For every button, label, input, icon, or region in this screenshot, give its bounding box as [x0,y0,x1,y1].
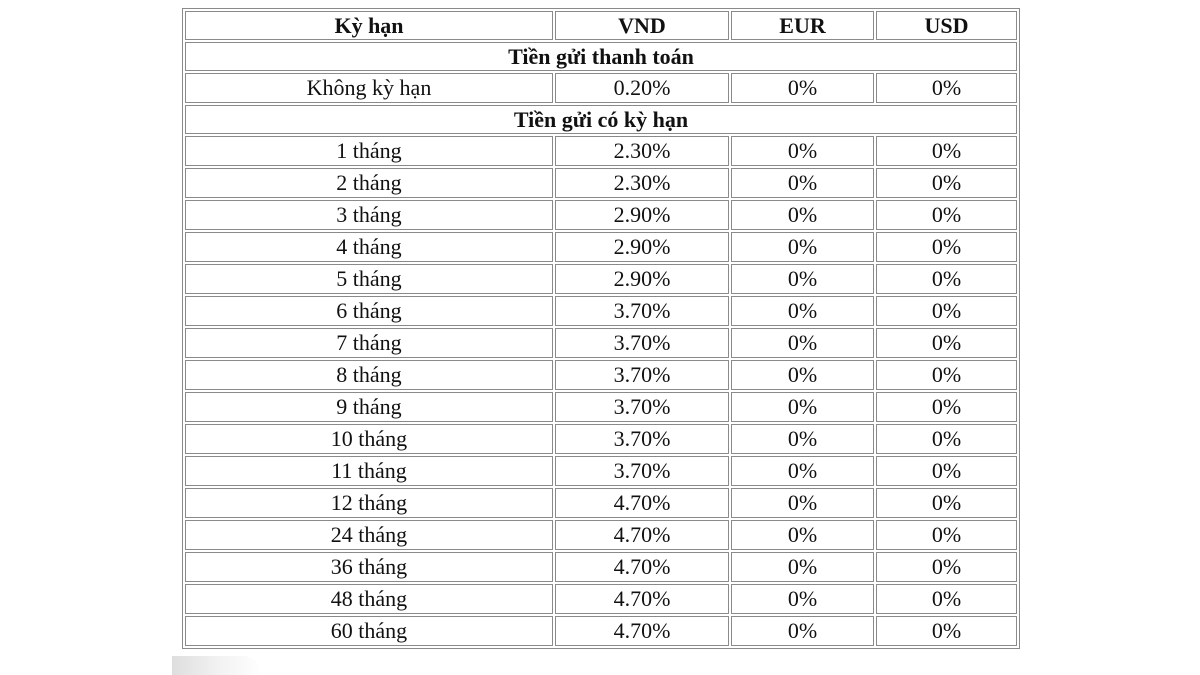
cell-eur: 0% [731,424,874,454]
section-title: Tiền gửi có kỳ hạn [185,105,1017,134]
cell-vnd: 4.70% [555,552,729,582]
cell-usd: 0% [876,296,1017,326]
cell-term: 4 tháng [185,232,553,262]
cell-usd: 0% [876,232,1017,262]
cell-term: 3 tháng [185,200,553,230]
table-row [185,552,1017,582]
cell-term: 12 tháng [185,488,553,518]
cell-vnd: 2.90% [555,232,729,262]
cell-vnd: 3.70% [555,456,729,486]
cell-term: 5 tháng [185,264,553,294]
cell-usd: 0% [876,73,1017,103]
cell-usd: 0% [876,424,1017,454]
cell-vnd: 4.70% [555,584,729,614]
cell-usd: 0% [876,360,1017,390]
table-row [185,264,1017,294]
cell-usd: 0% [876,200,1017,230]
cell-vnd: 2.30% [555,136,729,166]
cell-vnd: 4.70% [555,520,729,550]
cell-vnd: 3.70% [555,296,729,326]
cell-term: 1 tháng [185,136,553,166]
cell-term: 11 tháng [185,456,553,486]
table-row [185,424,1017,454]
table-row [185,584,1017,614]
section-row [185,105,1017,134]
header-eur: EUR [731,11,874,40]
cell-eur: 0% [731,456,874,486]
table-row [185,616,1017,646]
cell-usd: 0% [876,520,1017,550]
header-usd: USD [876,11,1017,40]
cell-term: 48 tháng [185,584,553,614]
cell-usd: 0% [876,488,1017,518]
cell-term: 6 tháng [185,296,553,326]
table-row [185,392,1017,422]
interest-rate-table [182,8,1020,649]
cell-usd: 0% [876,136,1017,166]
cell-eur: 0% [731,488,874,518]
table-row [185,73,1017,103]
table-row [185,488,1017,518]
section-row [185,42,1017,71]
cell-term: 60 tháng [185,616,553,646]
cell-term: Không kỳ hạn [185,73,553,103]
cell-vnd: 0.20% [555,73,729,103]
cell-vnd: 2.30% [555,168,729,198]
page-corner-shadow [172,656,262,675]
cell-eur: 0% [731,200,874,230]
table-row [185,232,1017,262]
table-row [185,328,1017,358]
cell-eur: 0% [731,232,874,262]
cell-term: 8 tháng [185,360,553,390]
cell-eur: 0% [731,584,874,614]
cell-usd: 0% [876,616,1017,646]
table-row [185,168,1017,198]
cell-term: 7 tháng [185,328,553,358]
cell-eur: 0% [731,520,874,550]
cell-vnd: 2.90% [555,200,729,230]
header-term: Kỳ hạn [185,11,553,40]
table-row [185,200,1017,230]
cell-eur: 0% [731,360,874,390]
cell-vnd: 3.70% [555,328,729,358]
table-row [185,360,1017,390]
cell-term: 2 tháng [185,168,553,198]
cell-eur: 0% [731,136,874,166]
cell-usd: 0% [876,392,1017,422]
cell-eur: 0% [731,392,874,422]
cell-usd: 0% [876,168,1017,198]
table-body [185,42,1017,646]
cell-vnd: 3.70% [555,360,729,390]
table-header-row [185,11,1017,40]
cell-term: 36 tháng [185,552,553,582]
table-row [185,136,1017,166]
cell-term: 24 tháng [185,520,553,550]
cell-vnd: 4.70% [555,488,729,518]
cell-eur: 0% [731,264,874,294]
cell-vnd: 3.70% [555,392,729,422]
header-vnd: VND [555,11,729,40]
cell-eur: 0% [731,552,874,582]
cell-vnd: 4.70% [555,616,729,646]
section-title: Tiền gửi thanh toán [185,42,1017,71]
cell-eur: 0% [731,168,874,198]
cell-eur: 0% [731,73,874,103]
cell-eur: 0% [731,296,874,326]
cell-term: 10 tháng [185,424,553,454]
cell-vnd: 2.90% [555,264,729,294]
table-row [185,520,1017,550]
cell-usd: 0% [876,456,1017,486]
cell-eur: 0% [731,328,874,358]
cell-usd: 0% [876,552,1017,582]
cell-eur: 0% [731,616,874,646]
table-row [185,456,1017,486]
cell-usd: 0% [876,584,1017,614]
cell-usd: 0% [876,264,1017,294]
cell-vnd: 3.70% [555,424,729,454]
cell-usd: 0% [876,328,1017,358]
cell-term: 9 tháng [185,392,553,422]
table-row [185,296,1017,326]
